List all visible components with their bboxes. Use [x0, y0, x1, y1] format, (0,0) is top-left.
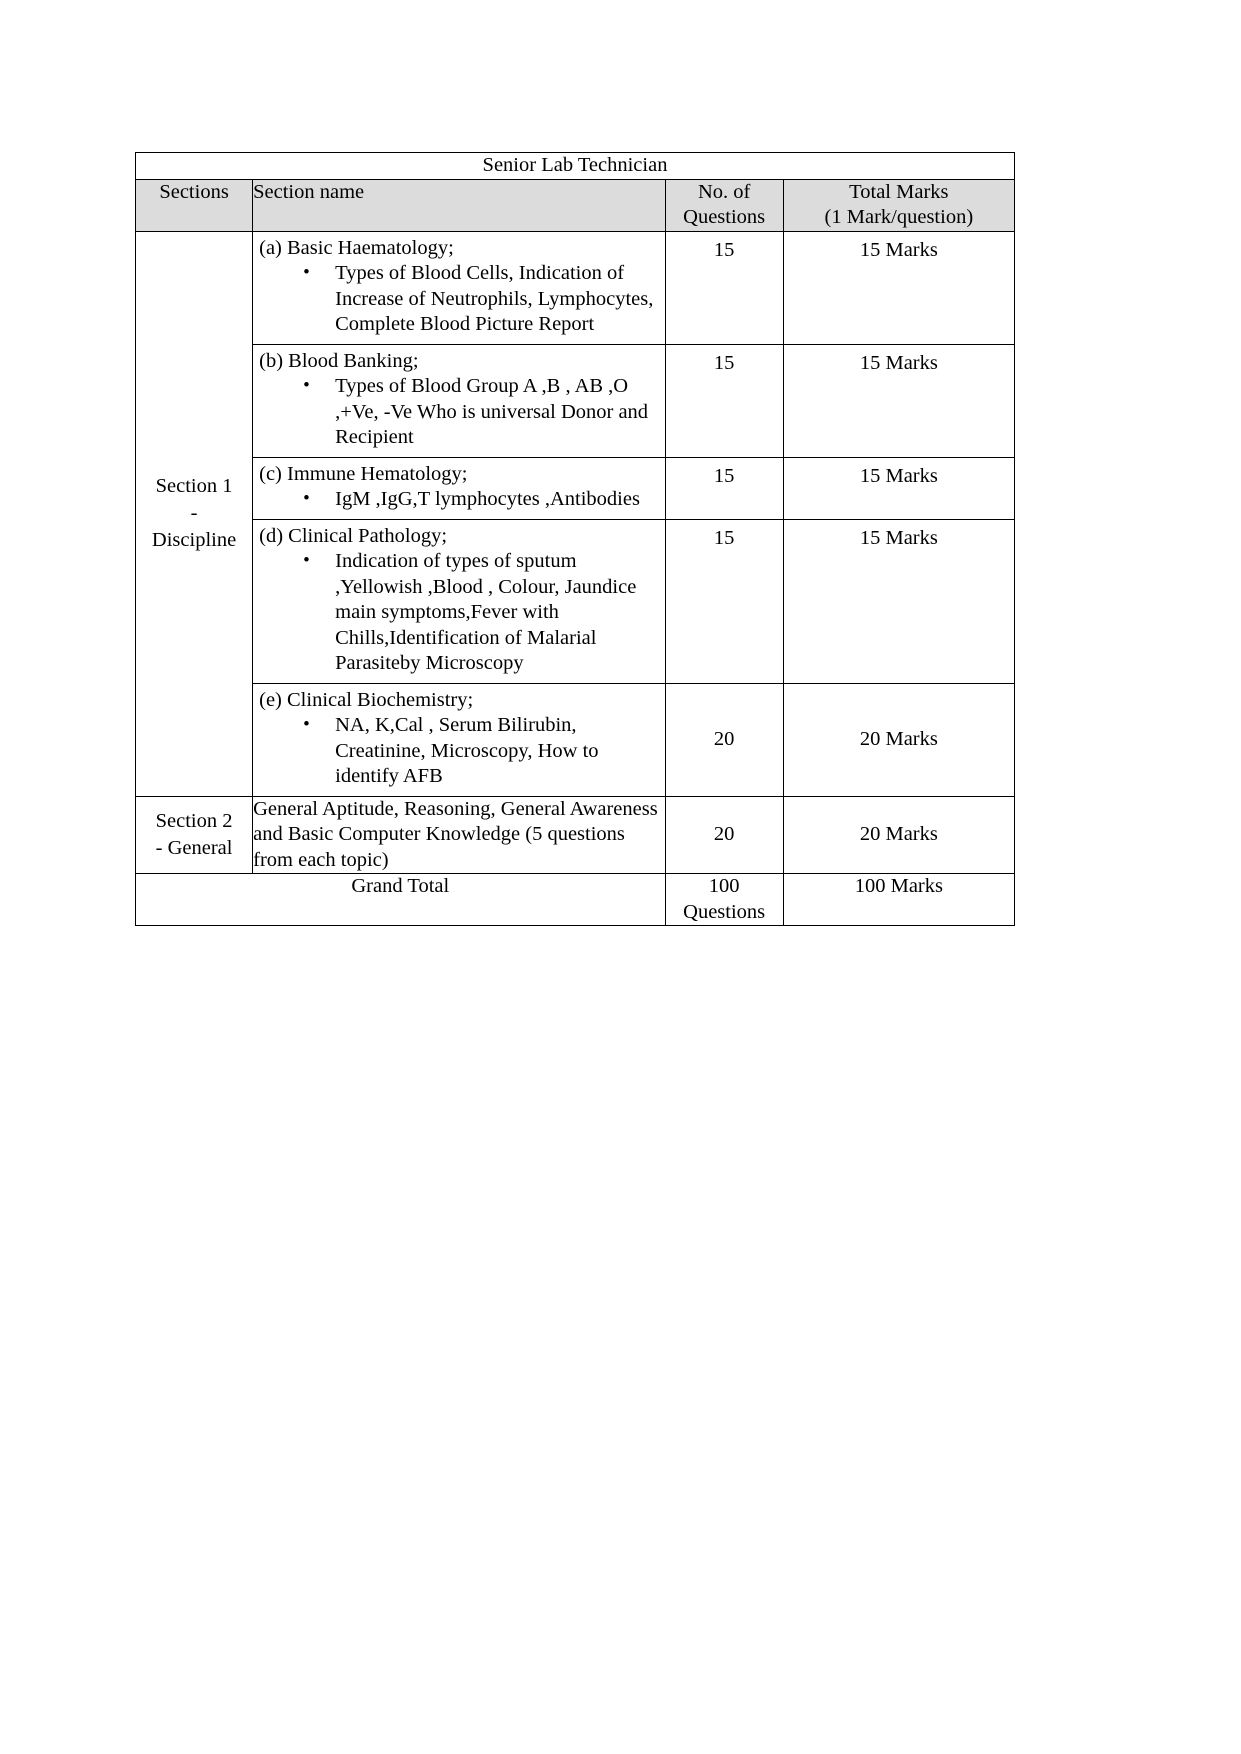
section1-a-bullet-list — [259, 261, 662, 338]
table-title-row — [136, 153, 1015, 180]
section2-label-line1: Section 2 — [155, 809, 233, 832]
grand-total-marks: 100 Marks — [783, 874, 1014, 926]
section1-e-questions: 20 — [665, 683, 783, 796]
section1-a-marks: 15 Marks — [783, 231, 1014, 344]
list-item: • Types of Blood Group A ,B , AB ,O ,+Ve, -Ve Who is universal Donor and Recipient — [335, 374, 662, 451]
section1-a-heading: (a) Basic Haematology; — [259, 236, 454, 259]
section1-label-line2: - — [190, 502, 198, 524]
section1-b-marks: 15 Marks — [783, 344, 1014, 457]
section1-b-name — [253, 344, 665, 457]
section1-c-heading: (c) Immune Hematology; — [259, 462, 468, 485]
section1-a-name — [253, 231, 665, 344]
section1-c-marks: 15 Marks — [783, 457, 1014, 519]
exam-syllabus-table — [135, 152, 1015, 926]
section1-d-name — [253, 519, 665, 683]
table-row-section2 — [136, 796, 1015, 874]
grand-total-label: Grand Total — [136, 874, 666, 926]
table-header-row — [136, 179, 1015, 231]
section1-d-questions: 15 — [665, 519, 783, 683]
section1-b-bullet-list — [259, 374, 662, 451]
header-total-marks — [783, 179, 1014, 231]
section1-e-marks: 20 Marks — [783, 683, 1014, 796]
section1-label-line3: Discipline — [151, 529, 237, 551]
section1-b-heading: (b) Blood Banking; — [259, 349, 419, 372]
section1-c-bullet-list — [259, 487, 662, 513]
section2-label-cell — [136, 796, 253, 874]
list-item: • IgM ,IgG,T lymphocytes ,Antibodies — [335, 487, 662, 513]
section1-c-name — [253, 457, 665, 519]
table-row-section1-c — [136, 457, 1015, 519]
table-row-section1-a — [136, 231, 1015, 344]
table-row-section1-e — [136, 683, 1015, 796]
section2-label-line2: - General — [155, 836, 233, 859]
section1-d-marks: 15 Marks — [783, 519, 1014, 683]
document-title: Senior Lab Technician — [136, 153, 1015, 180]
header-no-of-questions-line1: No. of — [697, 180, 751, 203]
section1-e-heading: (e) Clinical Biochemistry; — [259, 688, 474, 711]
header-sections: Sections — [136, 179, 253, 231]
header-total-marks-line2: (1 Mark/question) — [824, 206, 974, 228]
list-item: • NA, K,Cal , Serum Bilirubin, Creatinine, Microscopy, How to identify AFB — [335, 713, 662, 790]
section2-questions: 20 — [665, 796, 783, 874]
header-total-marks-line1: Total Marks — [849, 180, 949, 203]
table-row-section1-d — [136, 519, 1015, 683]
section1-d-heading: (d) Clinical Pathology; — [259, 524, 448, 547]
grand-total-questions — [665, 874, 783, 926]
section1-c-questions: 15 — [665, 457, 783, 519]
header-no-of-questions — [665, 179, 783, 231]
section1-e-name — [253, 683, 665, 796]
table-row-section1-b — [136, 344, 1015, 457]
section1-d-bullet-list — [259, 549, 662, 677]
section1-label-cell — [136, 231, 253, 796]
header-section-name: Section name — [253, 179, 665, 231]
section2-name: General Aptitude, Reasoning, General Awareness and Basic Computer Knowledge (5 questions from each topic) — [253, 796, 665, 874]
header-no-of-questions-line2: Questions — [683, 206, 766, 228]
list-item: • Types of Blood Cells, Indication of Increase of Neutrophils, Lymphocytes, Complete Blood Picture Report — [335, 261, 662, 338]
list-item: • Indication of types of sputum ,Yellowish ,Blood , Colour, Jaundice main symptoms,Fever with Chills,Identification of Malarial Parasiteby Microscopy — [335, 549, 662, 677]
section1-b-questions: 15 — [665, 344, 783, 457]
section1-a-questions: 15 — [665, 231, 783, 344]
section2-marks: 20 Marks — [783, 796, 1014, 874]
section1-e-bullet-list — [259, 713, 662, 790]
table-row-grand-total — [136, 874, 1015, 926]
grand-total-questions-line1: 100 — [708, 875, 740, 897]
section1-label-line1: Section 1 — [155, 475, 233, 497]
grand-total-questions-line2: Questions — [683, 900, 766, 923]
